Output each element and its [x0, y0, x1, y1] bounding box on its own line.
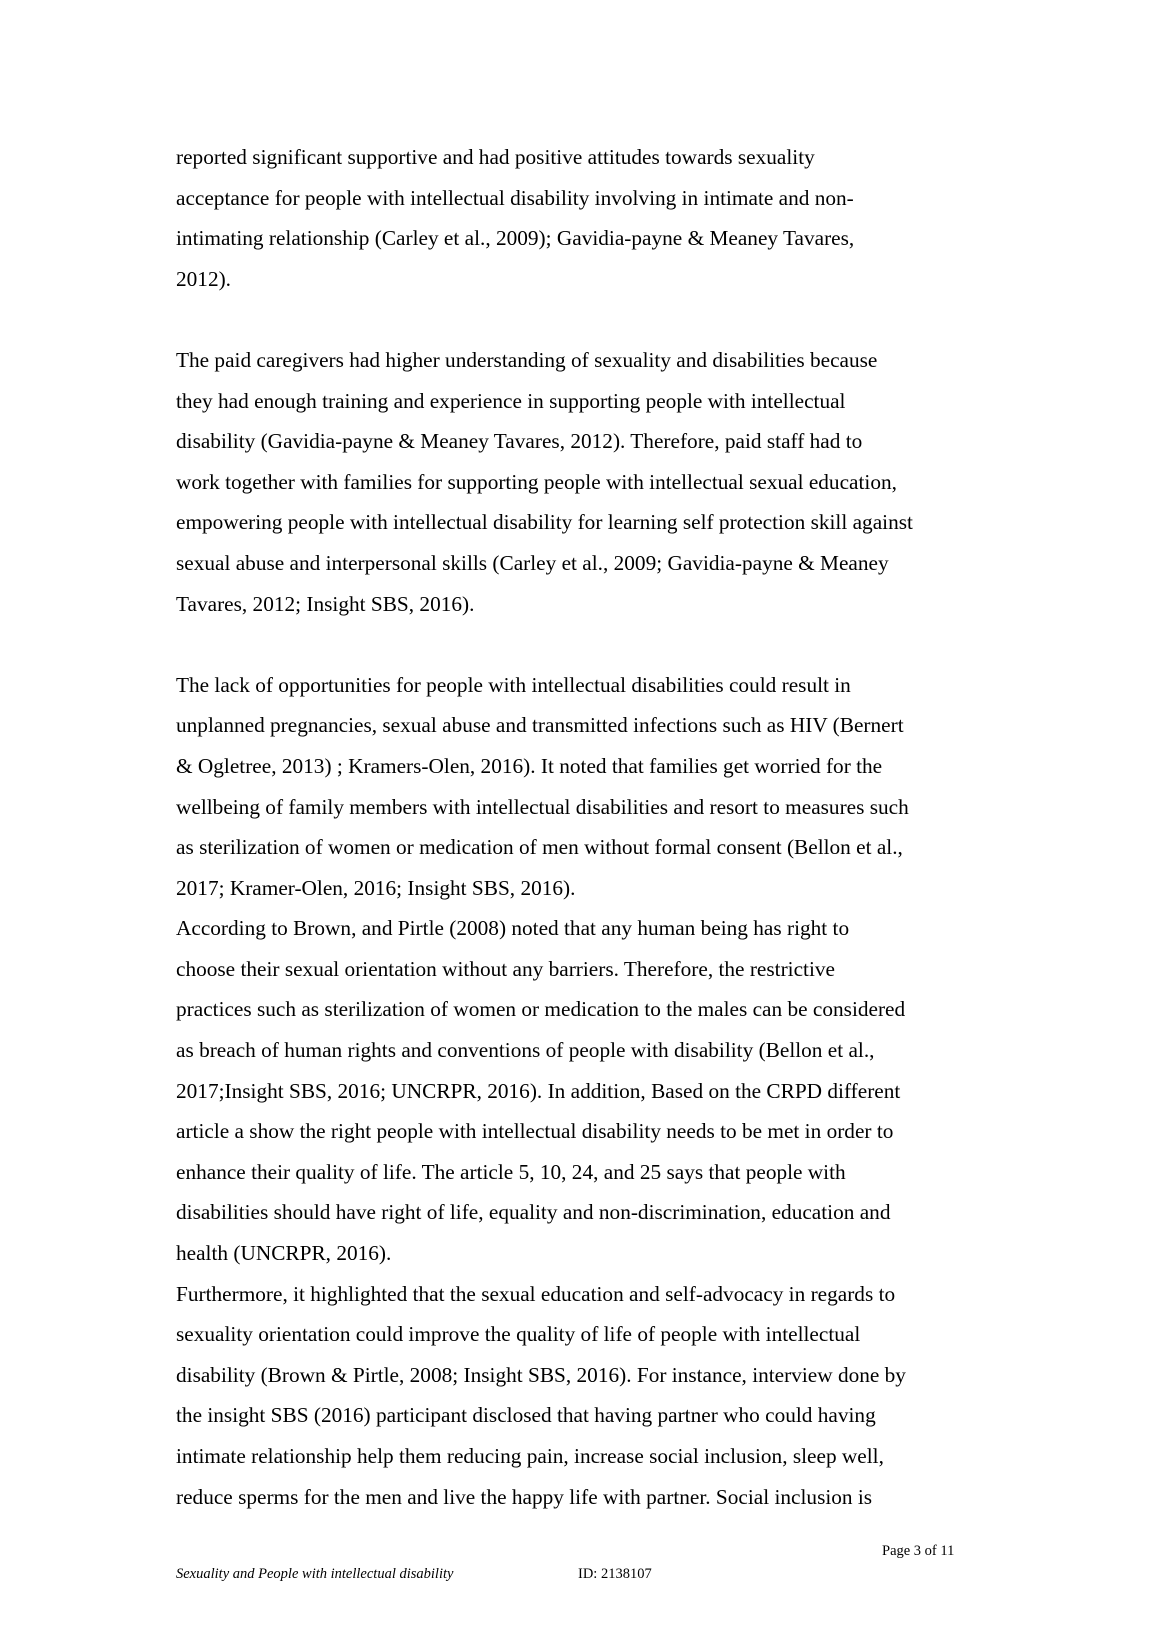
text-line: sexuality orientation could improve the quality of life of people with intellectual [176, 1322, 861, 1347]
text-line: disability (Brown & Pirtle, 2008; Insight SBS, 2016). For instance, interview done by [176, 1362, 906, 1387]
text-line: practices such as sterilization of women or medication to the males can be considered [176, 997, 906, 1022]
text-line: The lack of opportunities for people with intellectual disabilities could result in [176, 672, 851, 697]
text-line: the insight SBS (2016) participant disclosed that having partner who could having [176, 1403, 876, 1428]
page-number: Page 3 of 11 [882, 1543, 955, 1559]
text-line: empowering people with intellectual disability for learning self protection skill against [176, 510, 913, 535]
paragraph [176, 340, 1006, 624]
text-line: The paid caregivers had higher understanding of sexuality and disabilities because [176, 347, 878, 372]
text-line: enhance their quality of life. The article 5, 10, 24, and 25 says that people with [176, 1159, 846, 1184]
text-line: acceptance for people with intellectual disability involving in intimate and non- [176, 185, 854, 210]
paragraph-gap [176, 624, 1006, 665]
paragraph [176, 137, 1006, 299]
text-line: sexual abuse and interpersonal skills (Carley et al., 2009; Gavidia-payne & Meaney [176, 550, 889, 575]
text-line: According to Brown, and Pirtle (2008) noted that any human being has right to [176, 916, 850, 941]
paragraph-gap [176, 299, 1006, 340]
text-line: wellbeing of family members with intellectual disabilities and resort to measures such [176, 794, 909, 819]
text-line: 2017; Kramer-Olen, 2016; Insight SBS, 2016). [176, 875, 576, 900]
text-line: Furthermore, it highlighted that the sexual education and self-advocacy in regards to [176, 1281, 896, 1306]
text-line: work together with families for supporting people with intellectual sexual education, [176, 469, 897, 494]
text-line: article a show the right people with intellectual disability needs to be met in order to [176, 1119, 894, 1144]
text-line: Tavares, 2012; Insight SBS, 2016). [176, 591, 475, 616]
text-line: reduce sperms for the men and live the happy life with partner. Social inclusion is [176, 1484, 873, 1509]
text-line: & Ogletree, 2013) ; Kramers-Olen, 2016). It noted that families get worried for the [176, 753, 883, 778]
student-id: ID: 2138107 [578, 1566, 652, 1582]
document-body [176, 137, 1006, 1517]
text-line: as sterilization of women or medication of men without formal consent (Bellon et al., [176, 835, 903, 860]
text-line: disability (Gavidia-payne & Meaney Tavares, 2012). Therefore, paid staff had to [176, 429, 863, 454]
text-line: they had enough training and experience in supporting people with intellectual [176, 388, 846, 413]
text-line: 2017;Insight SBS, 2016; UNCRPR, 2016). In addition, Based on the CRPD different [176, 1078, 901, 1103]
text-line: unplanned pregnancies, sexual abuse and transmitted infections such as HIV (Bernert [176, 713, 904, 738]
paragraph [176, 665, 1006, 1517]
text-line: intimate relationship help them reducing pain, increase social inclusion, sleep well, [176, 1444, 884, 1468]
text-line: health (UNCRPR, 2016). [176, 1241, 392, 1266]
text-line: 2012). [176, 266, 232, 291]
text-line: disabilities should have right of life, equality and non-discrimination, education and [176, 1200, 891, 1225]
text-line: intimating relationship (Carley et al., 2009); Gavidia-payne & Meaney Tavares, [176, 226, 855, 251]
text-line: reported significant supportive and had positive attitudes towards sexuality [176, 145, 815, 169]
text-line: choose their sexual orientation without any barriers. Therefore, the restrictive [176, 956, 835, 981]
text-line: as breach of human rights and conventions of people with disability (Bellon et al., [176, 1038, 875, 1063]
running-title: Sexuality and People with intellectual disability [176, 1566, 454, 1582]
